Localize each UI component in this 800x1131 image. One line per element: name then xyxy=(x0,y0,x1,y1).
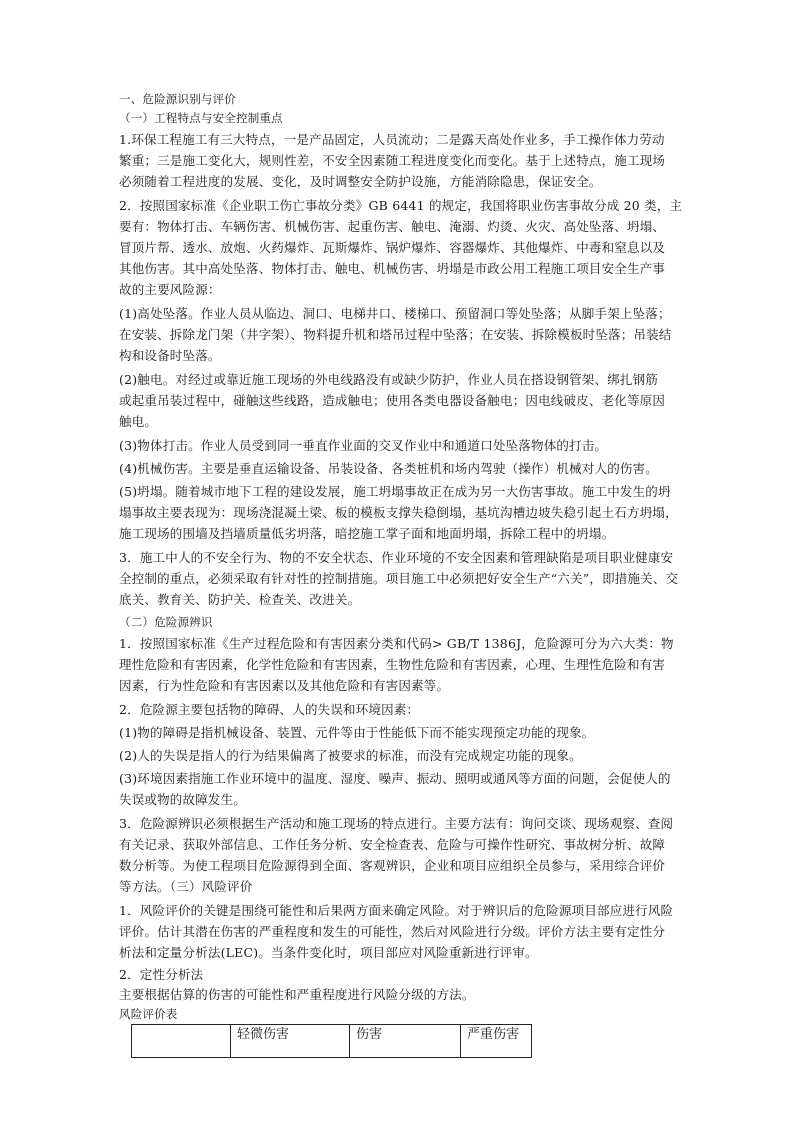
table-cell: 伤害 xyxy=(350,1025,461,1058)
table-cell xyxy=(132,1025,231,1058)
subsection-heading: （二）危险源辨识 xyxy=(119,615,213,629)
paragraph-line: 主要根据估算的伤害的可能性和严重程度进行风险分级的方法。 xyxy=(119,987,475,1002)
paragraph-line: 2．定性分析法 xyxy=(119,967,204,982)
paragraph-line: 2．按照国家标准《企业职工伤亡事故分类》GB 6441 的规定，我国将职业伤害事故分成 20 类，主 xyxy=(119,198,683,213)
paragraph-line: (4)机械伤害。主要是垂直运输设备、吊装设备、各类桩机和场内驾驶（操作）机械对人的伤害。 xyxy=(119,461,659,476)
paragraph-line: (1)物的障碍是指机械设备、装置、元件等由于性能低下而不能实现预定功能的现象。 xyxy=(119,725,595,740)
paragraph-line: 数分析等。为使工程项目危险源得到全面、客观辨识，企业和项目应组织全员参与，采用综合评价 xyxy=(119,858,666,873)
paragraph-line: 2．危险源主要包括物的障碍、人的失误和环境因素： xyxy=(119,702,420,717)
paragraph-line: 要有：物体打击、车辆伤害、机械伤害、起重伤害、触电、淹溺、灼烫、火灾、高处坠落、坍塌、 xyxy=(119,219,666,234)
table-cell: 轻微伤害 xyxy=(231,1025,350,1058)
subsection-heading: （一）工程特点与安全控制重点 xyxy=(119,111,283,125)
paragraph-line: 理性危险和有害因素，化学性危险和有害因素，生物性危险和有害因素，心理、生理性危险和有害 xyxy=(119,657,666,672)
paragraph-line: 3．危险源辨识必须根据生产活动和施工现场的特点进行。主要方法有：询问交谈、现场观察、查阅 xyxy=(119,816,674,831)
paragraph-line: 在安装、拆除龙门架（井字架）、物料提升机和塔吊过程中坠落；在安装、拆除模板时坠落；吊装结 xyxy=(119,327,672,342)
paragraph-line: 3．施工中人的不安全行为、物的不安全状态、作业环境的不安全因素和管理缺陷是项目职业健康安 xyxy=(119,550,674,565)
paragraph-line: 施工现场的围墙及挡墙质量低劣坍落，暗挖施工掌子面和地面坍塌，拆除工程中的坍塌。 xyxy=(119,526,615,541)
paragraph-line: 全控制的重点，必须采取有针对性的控制措施。项目施工中必须把好安全生产“六关”，即措施关、交 xyxy=(119,571,679,586)
paragraph-line: 1.环保工程施工有三大特点，一是产品固定，人员流动；二是露天高处作业多，手工操作体力劳动 xyxy=(119,132,665,147)
paragraph-line: 因素，行为性危险和有害因素以及其他危险和有害因素等。 xyxy=(119,678,450,693)
table-caption: 风险评价表 xyxy=(119,1007,178,1021)
paragraph-line: 或起重吊装过程中，碰触这些线路，造成触电；使用各类电器设备触电；因电线破皮、老化等原因 xyxy=(119,393,666,408)
paragraph-line: 有关记录、获取外部信息、工作任务分析、安全检查表、危险与可操作性研究、事故树分析、故障 xyxy=(119,837,666,852)
paragraph-line: (5)坍塌。随着城市地下工程的建设发展，施工坍塌事故正在成为另一大伤害事故。施工中发生的坍 xyxy=(119,484,671,499)
paragraph-line: 底关、教育关、防护关、检查关、改进关。 xyxy=(119,592,361,607)
paragraph-line: 等方法。（三）风险评价 xyxy=(119,879,253,894)
paragraph-line: (2)人的失误是指人的行为结果偏离了被要求的标准，而没有完成规定功能的现象。 xyxy=(119,748,582,763)
paragraph-line: (2)触电。对经过或靠近施工现场的外电线路没有或缺少防护，作业人员在搭设钢管架、绑扎钢筋 xyxy=(119,372,659,387)
table-cell: 严重伤害 xyxy=(461,1025,532,1058)
paragraph-line: 其他伤害。其中高处坠落、物体打击、触电、机械伤害、坍塌是市政公用工程施工项目安全生产事 xyxy=(119,261,666,276)
risk-evaluation-table xyxy=(131,1024,532,1058)
paragraph-line: 塌事故主要表现为：现场浇混凝土梁、板的模板支撑失稳倒塌，基坑沟槽边坡失稳引起土石方坍塌， xyxy=(119,505,678,520)
table-header-row xyxy=(132,1025,532,1058)
paragraph-line: (1)高处坠落。作业人员从临边、洞口、电梯井口、楼梯口、预留洞口等处坠落；从脚手架上坠落； xyxy=(119,306,671,321)
paragraph-line: 构和设备时坠落。 xyxy=(119,348,221,363)
paragraph-line: 故的主要风险源： xyxy=(119,282,221,297)
paragraph-line: 必须随着工程进度的发展、变化，及时调整安全防护设施，方能消除隐患，保证安全。 xyxy=(119,174,602,189)
paragraph-line: 繁重；三是施工变化大，规则性差，不安全因素随工程进度变化而变化。基于上述特点，施工现场 xyxy=(119,153,666,168)
paragraph-line: 析法和定量分析法(LEC)。当条件变化时，项目部应对风险重新进行评审。 xyxy=(119,945,538,960)
paragraph-line: (3)物体打击。作业人员受到同一垂直作业面的交叉作业中和通道口处坠落物体的打击。 xyxy=(119,438,608,453)
paragraph-line: 评价。估计其潜在伤害的严重程度和发生的可能性，然后对风险进行分级。评价方法主要有定性分 xyxy=(119,924,666,939)
section-heading: 一、危险源识别与评价 xyxy=(119,92,236,106)
paragraph-line: 1．风险评价的关键是围绕可能性和后果两方面来确定风险。对于辨识后的危险源项目部应进行风险 xyxy=(119,903,674,918)
paragraph-line: 失误或物的故障发生。 xyxy=(119,792,247,807)
paragraph-line: 触电。 xyxy=(119,414,158,429)
paragraph-line: 1．按照国家标准《生产过程危险和有害因素分类和代码> GB/T 1386J，危险源可分为六大类：物 xyxy=(119,636,674,651)
paragraph-line: 冒顶片帮、透水、放炮、火药爆炸、瓦斯爆炸、锅炉爆炸、容器爆炸、其他爆炸、中毒和窒息以及 xyxy=(119,240,666,255)
paragraph-line: (3)环境因素指施工作业环境中的温度、湿度、噪声、振动、照明或通风等方面的问题，会促使人的 xyxy=(119,771,671,786)
